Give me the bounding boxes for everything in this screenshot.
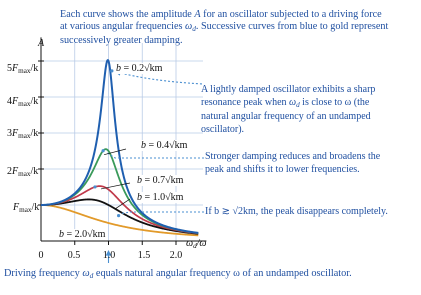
annotation-strong-t2: peak and shifts it to lower frequencies. (205, 163, 360, 175)
x-tick-label-1-5: 1.5 (137, 250, 151, 261)
y-tick-3-symbol: F (12, 128, 19, 139)
curve-label-b-1-0-var: b (137, 192, 142, 203)
annotation-nopeak-t1: If b ≳ √2km, (205, 206, 261, 217)
y-tick-3-coef: 3 (7, 128, 12, 139)
y-tick-4-coef: 4 (7, 96, 12, 107)
bottom-caption-omega: ω (82, 268, 90, 279)
curve-label-b-0-4 (140, 140, 188, 151)
y-tick-label-3 (7, 128, 38, 140)
annotation-light-t3: is close to ω (the (299, 96, 370, 108)
annotation-light-sub: d (296, 100, 300, 109)
curve-label-b-1-0-value: = 1.0√km (142, 192, 184, 203)
curve-label-b-2-0 (58, 229, 106, 240)
y-axis-title: A (38, 38, 45, 49)
x-tick-label-0: 0 (38, 250, 44, 261)
curve-label-b-1-0 (136, 192, 184, 203)
y-tick-2-sub: max (18, 169, 31, 178)
y-tick-1-sub: max (19, 205, 32, 214)
bottom-caption-t1: Driving frequency (4, 268, 83, 279)
x-axis-title-sub: d (193, 241, 197, 250)
annotation-light-t4: natural angular frequency of an undamped (201, 110, 371, 122)
y-tick-2-coef: 2 (7, 166, 12, 177)
annotation-light-omega: ω (289, 96, 297, 108)
annotation-light-damping (201, 84, 419, 136)
curve-label-b-2-0-value: = 2.0√km (64, 229, 106, 240)
x-tick-label-1-0: 1.0 (102, 250, 116, 261)
curve-label-b-0-4-value: = 0.4√km (146, 140, 188, 151)
caption-text-2: for an oscillator subjected to a driving force (200, 9, 382, 20)
x-axis-title-num: ω (186, 238, 194, 249)
annotation-light-t1: A lightly damped oscillator exhibits a sharp (201, 84, 376, 95)
caption-text-5: successively greater damping. (60, 35, 183, 47)
y-tick-4-den: /k (30, 96, 39, 107)
y-tick-4-sub: max (18, 99, 31, 108)
y-tick-label-4 (7, 96, 38, 108)
curve-label-b-0-7 (136, 175, 184, 186)
bottom-caption-sub: d (89, 270, 94, 280)
label-line-b-1-0 (115, 199, 130, 209)
y-tick-label-2 (7, 166, 38, 178)
y-tick-2-den: /k (30, 166, 39, 177)
annotation-stronger-damping (205, 151, 419, 176)
caption-amplitude-symbol: A (194, 9, 201, 20)
caption-text-1: Each curve shows the amplitude (60, 9, 195, 20)
curve-label-b-0-2 (115, 63, 163, 74)
y-tick-label-5 (7, 63, 38, 75)
curve-label-b-0-2-var: b (116, 63, 121, 74)
x-axis-title-den: /ω (196, 238, 207, 249)
y-tick-3-den: /k (30, 128, 39, 139)
y-tick-1-symbol: F (13, 202, 20, 213)
marker-b-0-2 (110, 69, 113, 72)
y-tick-1-den: /k (31, 202, 40, 213)
x-tick-label-0-5: 0.5 (67, 250, 81, 261)
y-tick-label-1 (13, 202, 39, 214)
x-tick-label-2-0: 2.0 (169, 250, 183, 261)
caption-omega-subscript: d (192, 24, 196, 34)
y-tick-3-sub: max (18, 131, 31, 140)
y-tick-5-sub: max (18, 66, 31, 75)
caption-text-3: at various angular frequencies (60, 21, 186, 33)
curve-label-b-0-7-var: b (137, 175, 142, 186)
y-tick-5-symbol: F (12, 63, 19, 74)
marker-b-0-7 (93, 185, 96, 188)
y-tick-5-coef: 5 (7, 63, 12, 74)
y-tick-2-symbol: F (12, 166, 19, 177)
caption-text-4: . Successive curves from blue to gold represent (195, 21, 389, 33)
leader-stronger-damping (107, 153, 204, 158)
bottom-caption-t2: equals natural angular frequency ω of an undamped oscillator. (93, 268, 352, 279)
x-axis-title (186, 238, 207, 250)
curve-label-b-2-0-var: b (59, 229, 64, 240)
y-tick-5-den: /k (30, 63, 39, 74)
curve-label-b-0-7-value: = 0.7√km (142, 175, 184, 186)
marker-b-0-4 (102, 149, 105, 152)
curve-label-b-0-4-var: b (141, 140, 146, 151)
curve-markers (93, 69, 120, 217)
annotation-no-peak (205, 206, 419, 219)
annotation-light-t2: resonance peak when (201, 96, 290, 108)
curve-label-b-0-2-value: = 0.2√km (121, 63, 163, 74)
annotation-nopeak-t2: the peak disappears completely. (260, 206, 388, 217)
annotation-strong-t1: Stronger damping reduces and broadens the (205, 151, 381, 162)
annotation-light-t5: oscillator). (201, 123, 245, 135)
y-tick-4-symbol: F (12, 96, 19, 107)
marker-b-1-0 (117, 214, 120, 217)
caption-omega-symbol: ω (185, 21, 193, 33)
bottom-caption (4, 268, 352, 280)
